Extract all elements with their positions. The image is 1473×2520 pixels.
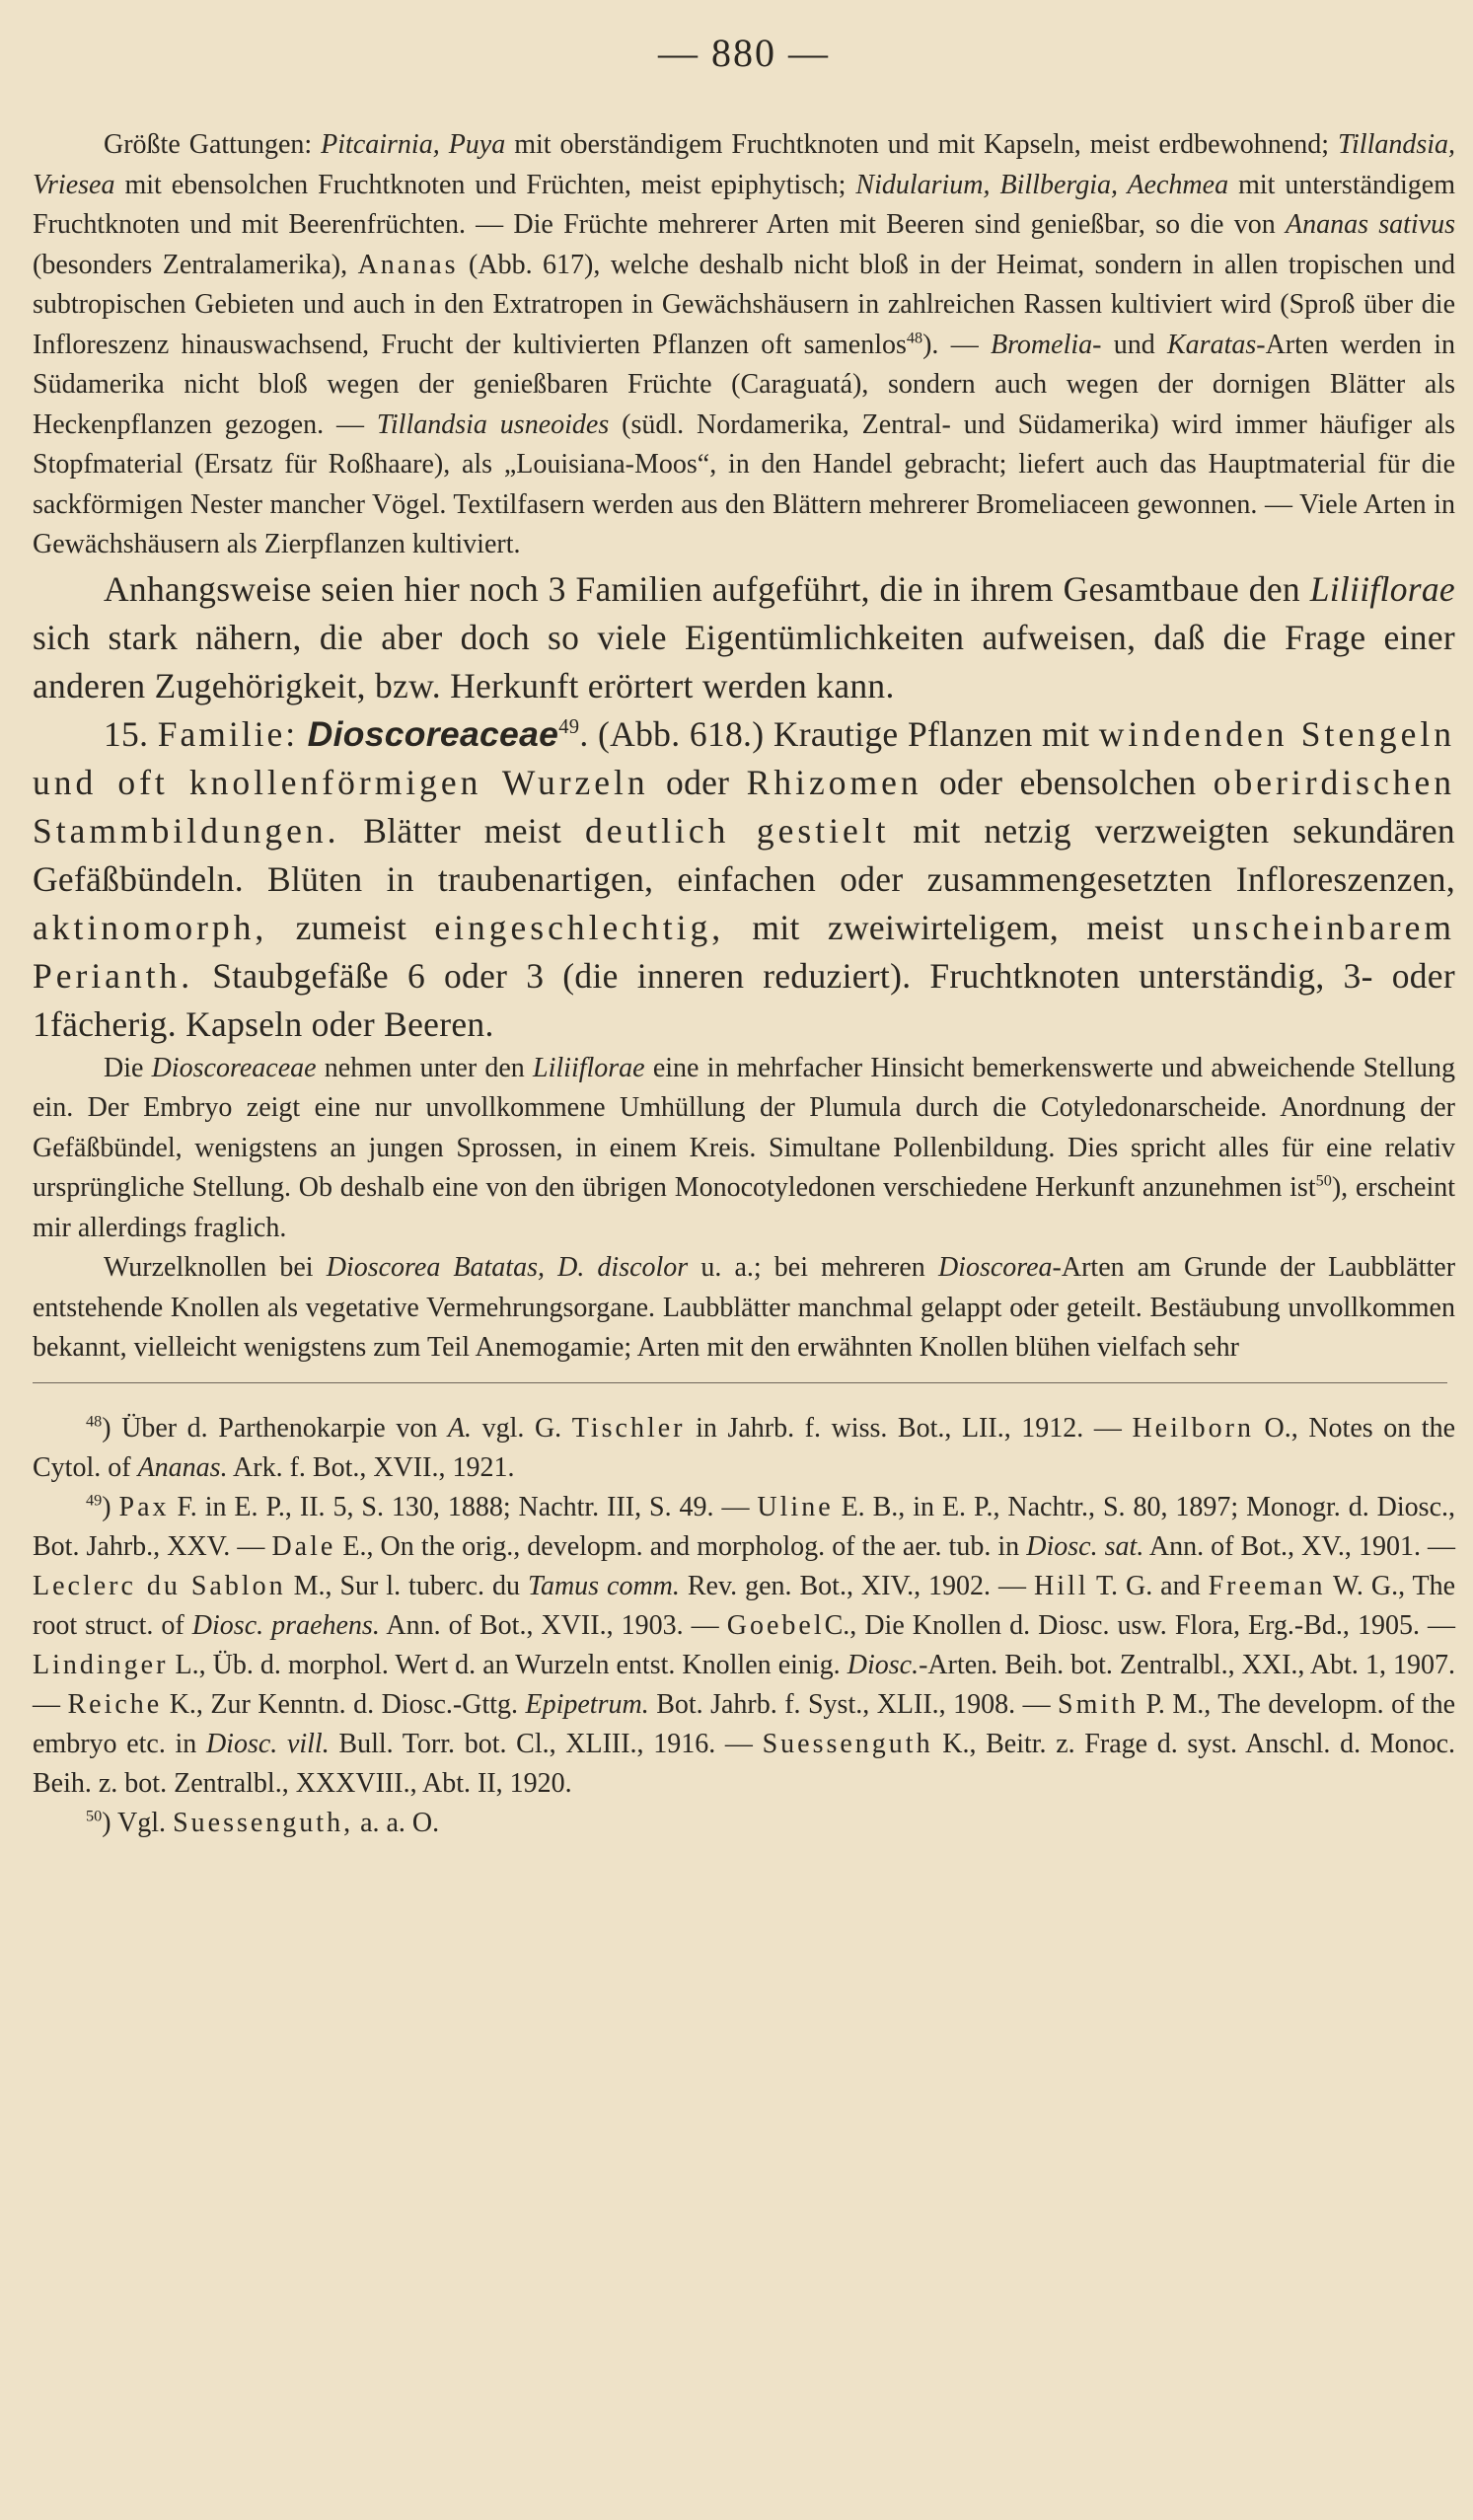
footnote-48: $^{48}$) Über d. Parthenokarpie von A. vgl. G. Tischler in Jahrb. f. wiss. Bot., LII., 1912. — Heilborn O., Notes on the Cytol. of Ananas. Ark. f. Bot., XVII., 1921. (33, 1412, 1456, 1483)
paragraph-root-tubers: Wurzelknollen bei Dioscorea Batatas, D. discolor u. a.; bei mehreren Dioscorea-Arten am Grunde der Laubblätter entstehende Knollen als vegetative Vermehrungsorgane. Laubblätter manchmal gelappt oder geteilt. Bestäubung unvollkommen bekannt, vielleicht wenigstens zum Teil Anemogamie; Arten mit den erwähnten Knollen blühen vielfach sehr (33, 1252, 1456, 1363)
footnote-50: $^{50}$) Vgl. Suessenguth, a. a. O. (86, 1807, 440, 1838)
footnote-ref-48: 48 (906, 329, 923, 347)
family-name: Dioscoreaceae (307, 713, 559, 754)
paragraph-dioscoreaceae-position: Die Dioscoreaceae nehmen unter den Liliiflorae eine in mehrfacher Hinsicht bemerkenswerte und abweichende Stellung ein. Der Embryo zeigt eine nur unvollkommene Umhüllung der Plumula durch die Cotyledonarscheide. Anordnung der Gefäßbündel, wenigstens an jungen Sprossen, in einem Kreis. Simultane Pollenbildung. Dies spricht alles für eine relativ ursprüngliche Stellung. Ob deshalb eine von den übrigen Monocotyledonen verschiedene Herkunft anzunehmen ist$^{50}$), erscheint mir allerdings fraglich. (33, 1052, 1456, 1243)
page-number: — 880 — (658, 31, 830, 75)
footnote-divider (33, 1382, 1447, 1383)
paragraph-bromeliaceae-genera: Größte Gattungen: Pitcairnia, Puya mit oberständigem Fruchtknoten und mit Kapseln, meist erdbewohnend; Tillandsia, Vriesea mit ebensolchen Fruchtknoten und Früchten, meist epiphytisch; Nidularium, Billbergia, Aechmea mit unterständigem Fruchtknoten und mit Beerenfrüchten. — Die Früchte mehrerer Arten mit Beeren sind genießbar, so die von Ananas sativus (besonders Zentralamerika), Ananas (Abb. 617), welche deshalb nicht bloß in der Heimat, sondern in allen tropischen und subtropischen Gebieten und auch in den Extratropen in Gewächshäusern in zahlreichen Rassen kultiviert wird (Sproß über die Infloreszenz hinauswachsend, Frucht der kultivierten Pflanzen oft samenlos$^{48}$). — Bromelia- und Karatas-Arten werden in Südamerika nicht bloß wegen der genießbaren Früchte (Caraguatá), sondern auch wegen der dornigen Blätter als Heckenpflanzen gezogen. — Tillandsia usneoides (südl. Nordamerika, Zentral- und Südamerika) wird immer häufiger als Stopfmaterial (Ersatz für Roßhaare), als „Louisiana-Moos“, in den Handel gebracht; liefert auch das Hauptmaterial für die sackförmigen Nester mancher Vögel. Textilfasern werden aus den Blättern mehrerer Bromeliaceen gewonnen. — Viele Arten in Gewächshäusern als Zierpflanzen kultiviert. (33, 129, 1456, 559)
footnote-49: $^{49}$) Pax F. in E. P., II. 5, S. 130, 1888; Nachtr. III, S. 49. — Uline E. B., in E. P., Nachtr., S. 80, 1897; Monogr. d. Diosc., Bot. Jahrb., XXV. — Dale E., On the orig., developm. and morpholog. of the aer. tub. in Diosc. sat. Ann. of Bot., XV., 1901. — Leclerc du Sablon M., Sur l. tuberc. du Tamus comm. Rev. gen. Bot., XIV., 1902. — Hill T. G. and Freeman W. G., The root struct. of Diosc. praehens. Ann. of Bot., XVII., 1903. — GoebelC., Die Knollen d. Diosc. usw. Flora, Erg.-Bd., 1905. — Lindinger L., Üb. d. morphol. Wert d. an Wurzeln entst. Knollen einig. Diosc.-Arten. Beih. bot. Zentralbl., XXI., Abt. 1, 1907. — Reiche K., Zur Kenntn. d. Diosc.-Gttg. Epipetrum. Bot. Jahrb. f. Syst., XLII., 1908. — Smith P. M., The developm. of the embryo etc. in Diosc. vill. Bull. Torr. bot. Cl., XLIII., 1916. — Suessenguth K., Beitr. z. Frage d. syst. Anschl. d. Monoc. Beih. z. bot. Zentralbl., XXXVIII., Abt. II, 1920. (33, 1491, 1456, 1799)
paragraph-dioscoreaceae-family: 15. Familie: Dioscoreaceae$^{49}$. (Abb. 618.) Krautige Pflanzen mit windenden Stengeln und oft knollenförmigen Wurzeln oder Rhizomen oder ebensolchen oberirdischen Stammbildungen. Blätter meist deutlich gestielt mit netzig verzweigten sekundären Gefäßbündeln. Blüten in traubenartigen, einfachen oder zusammengesetzten Infloreszenzen, aktinomorph, zumeist eingeschlechtig, mit zweiwirteligem, meist unscheinbarem Perianth. Staubgefäße 6 oder 3 (die inneren reduziert). Fruchtknoten unterständig, 3- oder 1fächerig. Kapseln oder Beeren. (33, 713, 1455, 1044)
footnote-ref-50: 50 (1315, 1171, 1332, 1190)
paragraph-appendix-families: Anhangsweise seien hier noch 3 Familien aufgeführt, die in ihrem Gesamtbaue den Liliiflorae sich stark nähern, die aber doch so viele Eigentümlichkeiten aufweisen, daß die Frage einer anderen Zugehörigkeit, bzw. Herkunft erörtert werden kann. (33, 568, 1455, 705)
footnote-ref-49: 49 (558, 715, 580, 738)
